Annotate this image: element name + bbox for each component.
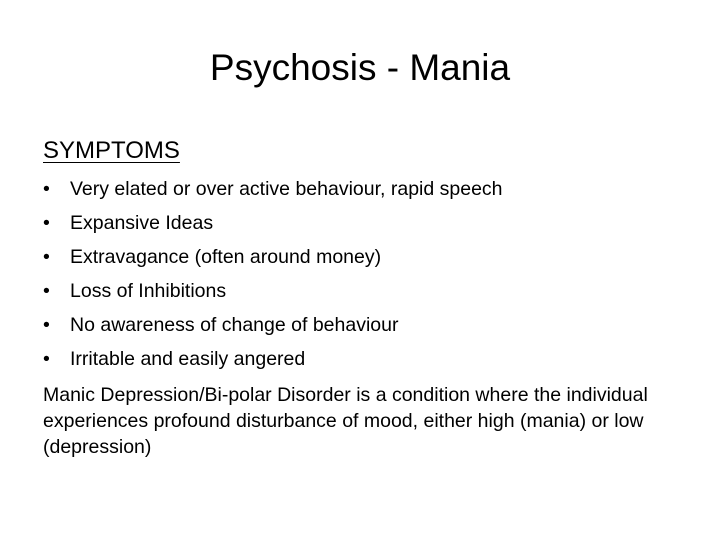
list-item-text: Loss of Inhibitions: [70, 280, 227, 302]
list-item: [43, 346, 683, 380]
bullet-icon: •: [43, 178, 50, 200]
list-item: [43, 278, 683, 312]
section-heading-symptoms: SYMPTOMS: [43, 137, 180, 164]
list-item: [43, 210, 683, 244]
bullet-icon: •: [43, 212, 50, 234]
list-item-text: No awareness of change of behaviour: [70, 314, 399, 336]
symptoms-list: [43, 176, 683, 380]
list-item: [43, 244, 683, 278]
bullet-icon: •: [43, 348, 50, 370]
description-paragraph: Manic Depression/Bi-polar Disorder is a condition where the individual experiences profound disturbance of mood, either high (mania) or low (depression): [43, 384, 648, 458]
list-item-text: Irritable and easily angered: [70, 348, 306, 370]
list-item-text: Expansive Ideas: [70, 212, 214, 234]
bullet-icon: •: [43, 246, 50, 268]
slide-title: Psychosis - Mania: [209, 47, 511, 88]
bullet-icon: •: [43, 280, 50, 302]
list-item: [43, 312, 683, 346]
list-item-text: Very elated or over active behaviour, rapid speech: [70, 178, 503, 200]
list-item-text: Extravagance (often around money): [70, 246, 382, 268]
list-item: [43, 176, 683, 210]
bullet-icon: •: [43, 314, 50, 336]
